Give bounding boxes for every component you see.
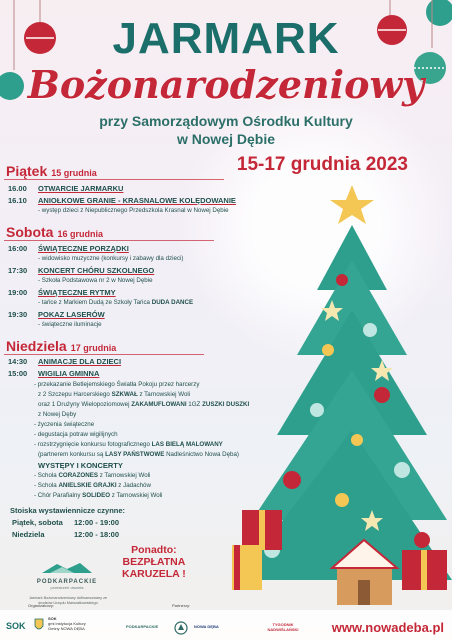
schedule-item (8, 310, 105, 319)
concert-name: ANIELSKIE GRAJKI (58, 482, 117, 489)
podkarpackie-mark-icon (22, 561, 112, 575)
concert-suffix: z Tarnowskiej Woli (111, 492, 163, 499)
stalls-day: Niedziela (12, 530, 45, 539)
item-time: 19:00 (8, 288, 28, 297)
wigilia-line: - przekazanie Betlejemskiego Światła Pokoju przez harcerzy (34, 381, 200, 388)
tygodnik-text: TYGODNIK NADWIŚLAŃSKI (267, 622, 299, 632)
schedule-item (8, 244, 129, 253)
day-name: Niedziela (6, 338, 67, 354)
day-date: 16 grudnia (57, 229, 103, 239)
carousel-note-line: KARUZELA ! (122, 568, 186, 580)
wigilia-bold: ZAKAMUFLOWANI (131, 401, 187, 408)
wigilia-line: - degustacja potraw wigilijnych (34, 431, 118, 438)
concert-suffix: z Jadachów (118, 482, 151, 489)
wigilia-text: (partnerem konkursu są (38, 451, 104, 458)
sok-logo-icon (6, 618, 28, 634)
day-date: 15 grudnia (51, 168, 97, 178)
podkarpackie-name: PODKARPACKIE (36, 579, 98, 585)
website-link[interactable]: www.nowadeba.pl (331, 620, 444, 635)
coat-of-arms-icon (34, 618, 44, 632)
event-title-script: Bożonarodzeniowy (27, 62, 425, 107)
wigilia-text: 1GZ (188, 401, 201, 408)
wigilia-line (38, 401, 249, 408)
schedule-item (8, 288, 116, 297)
podkarpackie-logo (22, 560, 112, 590)
item-time: 16.00 (8, 184, 27, 193)
concert-item (34, 492, 162, 499)
organizers-label: Organizatorzy: (28, 603, 55, 608)
item-time: 16:00 (8, 244, 28, 253)
sok-description (48, 616, 88, 631)
item-title: OTWARCIE JARMARKU (38, 184, 124, 193)
divider (4, 354, 204, 355)
item-title: ŚWIĄTECZNE PORZĄDKI (38, 244, 129, 253)
item-detail: - występ dzieci z Niepublicznego Przedszkola Krasnal w Nowej Dębie (38, 207, 229, 214)
wigilia-line (38, 451, 239, 458)
wigilia-bold: LASY PAŃSTWOWE (105, 451, 165, 458)
item-detail-bold: DUDA DANCE (151, 299, 194, 306)
concert-name: CORAZONES (58, 472, 98, 479)
nowa-deba-text: NOWA DĘBA (194, 624, 219, 629)
item-title: ŚWIĄTECZNE RYTMY (38, 288, 116, 297)
concert-item (34, 482, 151, 489)
item-time: 15:00 (8, 369, 28, 378)
subtitle-line-1: przy Samorządowym Ośrodku Kultury (99, 113, 353, 129)
concert-prefix: - Schola (34, 482, 57, 489)
item-title: WIGILIA GMINNA (38, 369, 100, 378)
tygodnik-logo (262, 622, 304, 632)
carousel-note-line: BEZPŁATNA (122, 556, 186, 568)
wigilia-text: z 2 Szczepu Harcerskiego (38, 391, 110, 398)
stalls-hours: 12:00 - 18:00 (74, 530, 120, 539)
podkarpackie-small-text: PODKARPACKIE (126, 624, 159, 629)
wigilia-text: Nadleśnictwo Nowa Dęba) (166, 451, 239, 458)
item-time: 14:30 (8, 357, 28, 366)
concert-item (34, 472, 150, 479)
concert-prefix: - Schola (34, 472, 57, 479)
stalls-hours-row (12, 518, 119, 527)
item-detail: - świąteczne iluminacje (38, 321, 102, 328)
divider (4, 179, 224, 180)
schedule-item (8, 357, 121, 366)
schedule-item (8, 369, 99, 378)
item-title: ANIMACJE DLA DZIECI (38, 357, 122, 366)
stalls-day: Piątek, sobota (12, 518, 63, 527)
carousel-note-line: Ponadto: (131, 544, 177, 556)
subtitle-line-2: w Nowej Dębie (176, 131, 276, 147)
carousel-note (122, 544, 186, 580)
item-title: KONCERT CHÓRU SZKOLNEGO (38, 266, 155, 275)
podkarpackie-tagline: przestrzeń otwarta (50, 585, 84, 590)
item-detail: - Szkoła Podstawowa nr 2 w Nowej Dębie (38, 277, 153, 284)
day-date: 17 grudnia (70, 343, 117, 353)
concerts-heading (38, 461, 123, 470)
concert-suffix: z Tarnowskiej Woli (99, 472, 151, 479)
item-time: 17:30 (8, 266, 28, 275)
schedule-item (8, 196, 236, 205)
stalls-hours: 12:00 - 19:00 (74, 518, 120, 527)
day-name: Sobota (6, 224, 54, 240)
funding-note: Jarmark Bożonarodzeniowy dofinansowany ze środków Urzędu Marszałkowskiego (28, 596, 108, 605)
svg-text:SOK: SOK (6, 621, 26, 631)
wigilia-line: - życzenia świąteczne (34, 421, 95, 428)
item-time: 16.10 (8, 196, 27, 205)
schedule-item (8, 184, 123, 193)
forest-logo-icon (174, 621, 188, 635)
schedule-item (8, 266, 154, 275)
stalls-heading: Stoiska wystawiennicze czynne: (10, 506, 126, 515)
item-detail (38, 299, 193, 306)
event-subtitle (0, 112, 452, 148)
event-title: JARMARK (112, 14, 340, 63)
event-dates: 15-17 grudnia 2023 (236, 154, 408, 175)
concert-name: SOLIDEO (82, 492, 111, 499)
wigilia-bold: LAS BIELĄ MALOWANY (151, 441, 223, 448)
item-detail-text: - tańce z Markiem Dudą ze Szkoły Tańca (38, 299, 150, 306)
sok-desc: gmi instytucja Kultury Gminy NOWA DĘBA (48, 621, 86, 631)
stalls-hours-row (12, 530, 119, 539)
item-title: ANIOŁKOWE GRANIE - KRASNALOWE KOLĘDOWANIE (38, 196, 236, 205)
podkarpackie-small-logo (126, 624, 158, 629)
sok-label: SOK (48, 616, 57, 621)
wigilia-text: - rozstrzygnięcie konkursu fotograficznego (34, 441, 150, 448)
wigilia-line (34, 441, 223, 448)
wigilia-bold: ZUSZKI DUSZKI (202, 401, 250, 408)
wigilia-text: oraz 1 Drużyny Wielopoziomowej (38, 401, 130, 408)
christmas-tree-illustration (232, 180, 452, 610)
partners-label: Partnerzy: (172, 603, 191, 608)
nowa-deba-logo (194, 624, 219, 629)
day-name: Piątek (6, 163, 48, 179)
concerts-heading-text: WYSTĘPY I KONCERTY (38, 461, 123, 470)
wigilia-line: z Nowej Dęby (38, 411, 77, 418)
divider (4, 240, 214, 241)
item-detail: - widowisko muzyczne (konkursy i zabawy dla dzieci) (38, 255, 184, 262)
wigilia-text: z Tarnowskiej Woli (139, 391, 191, 398)
item-time: 19:30 (8, 310, 28, 319)
item-title: POKAZ LASERÓW (38, 310, 105, 319)
wigilia-bold: SZKWAŁ (111, 391, 138, 398)
concert-prefix: - Chór Parafialny (34, 492, 81, 499)
wigilia-line (38, 391, 190, 398)
